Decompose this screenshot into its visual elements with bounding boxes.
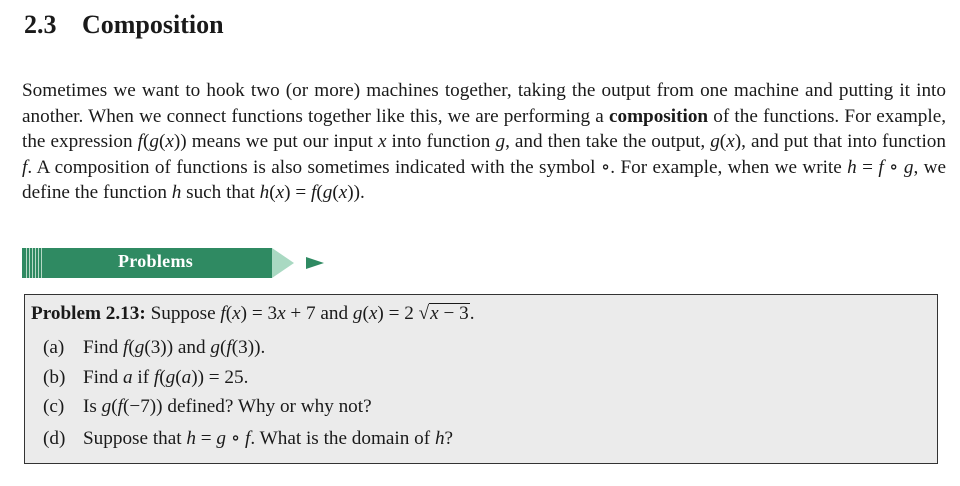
part-letter: (d) (43, 427, 66, 449)
section-number: 2.3 (24, 10, 57, 39)
part-letter: (b) (43, 366, 66, 388)
problem-statement (31, 303, 475, 325)
problems-banner (22, 248, 326, 278)
problem-label: Problem 2.13: (31, 303, 146, 324)
banner-label: Problems (118, 251, 194, 271)
part-text: Find f(g(3)) and g(f(3)). (83, 337, 266, 358)
banner-pencil-point (306, 257, 324, 269)
problem-statement-text: Suppose f(x) = 3x + 7 and g(x) = 2 √x − 3. (150, 303, 475, 324)
section-title: Composition (82, 10, 224, 39)
banner-stripes (26, 248, 42, 278)
problem-parts-list (43, 337, 453, 455)
section-heading (24, 10, 224, 40)
problem-box (24, 294, 938, 464)
problem-part-b (43, 367, 453, 397)
banner-pencil-tip (272, 248, 294, 278)
part-text: Find a if f(g(a)) = 25. (83, 366, 249, 388)
part-text: Is g(f(−7)) defined? Why or why not? (83, 396, 372, 417)
problem-part-d (43, 426, 453, 456)
body-paragraph (22, 78, 946, 206)
part-text: Suppose that h = g ∘ f. What is the domain of h? (83, 427, 454, 449)
problem-part-a (43, 337, 453, 367)
paragraph-text: Sometimes we want to hook two (or more) machines together, taking the output from one machine and putting it into another. When we connect functions together like this, we are performing a composition of the functions. For example, the expression f(g(x)) means we put our input x into function g, and then take the output, g(x), and put that into function f. A composition of functions is also sometimes indicated with the symbol ∘. For example, when we write h = f ∘ g, we define the function h such that h(x) = f(g(x)). (22, 80, 947, 203)
part-letter: (c) (43, 396, 65, 417)
part-letter: (a) (43, 337, 65, 358)
problem-part-c (43, 396, 453, 426)
